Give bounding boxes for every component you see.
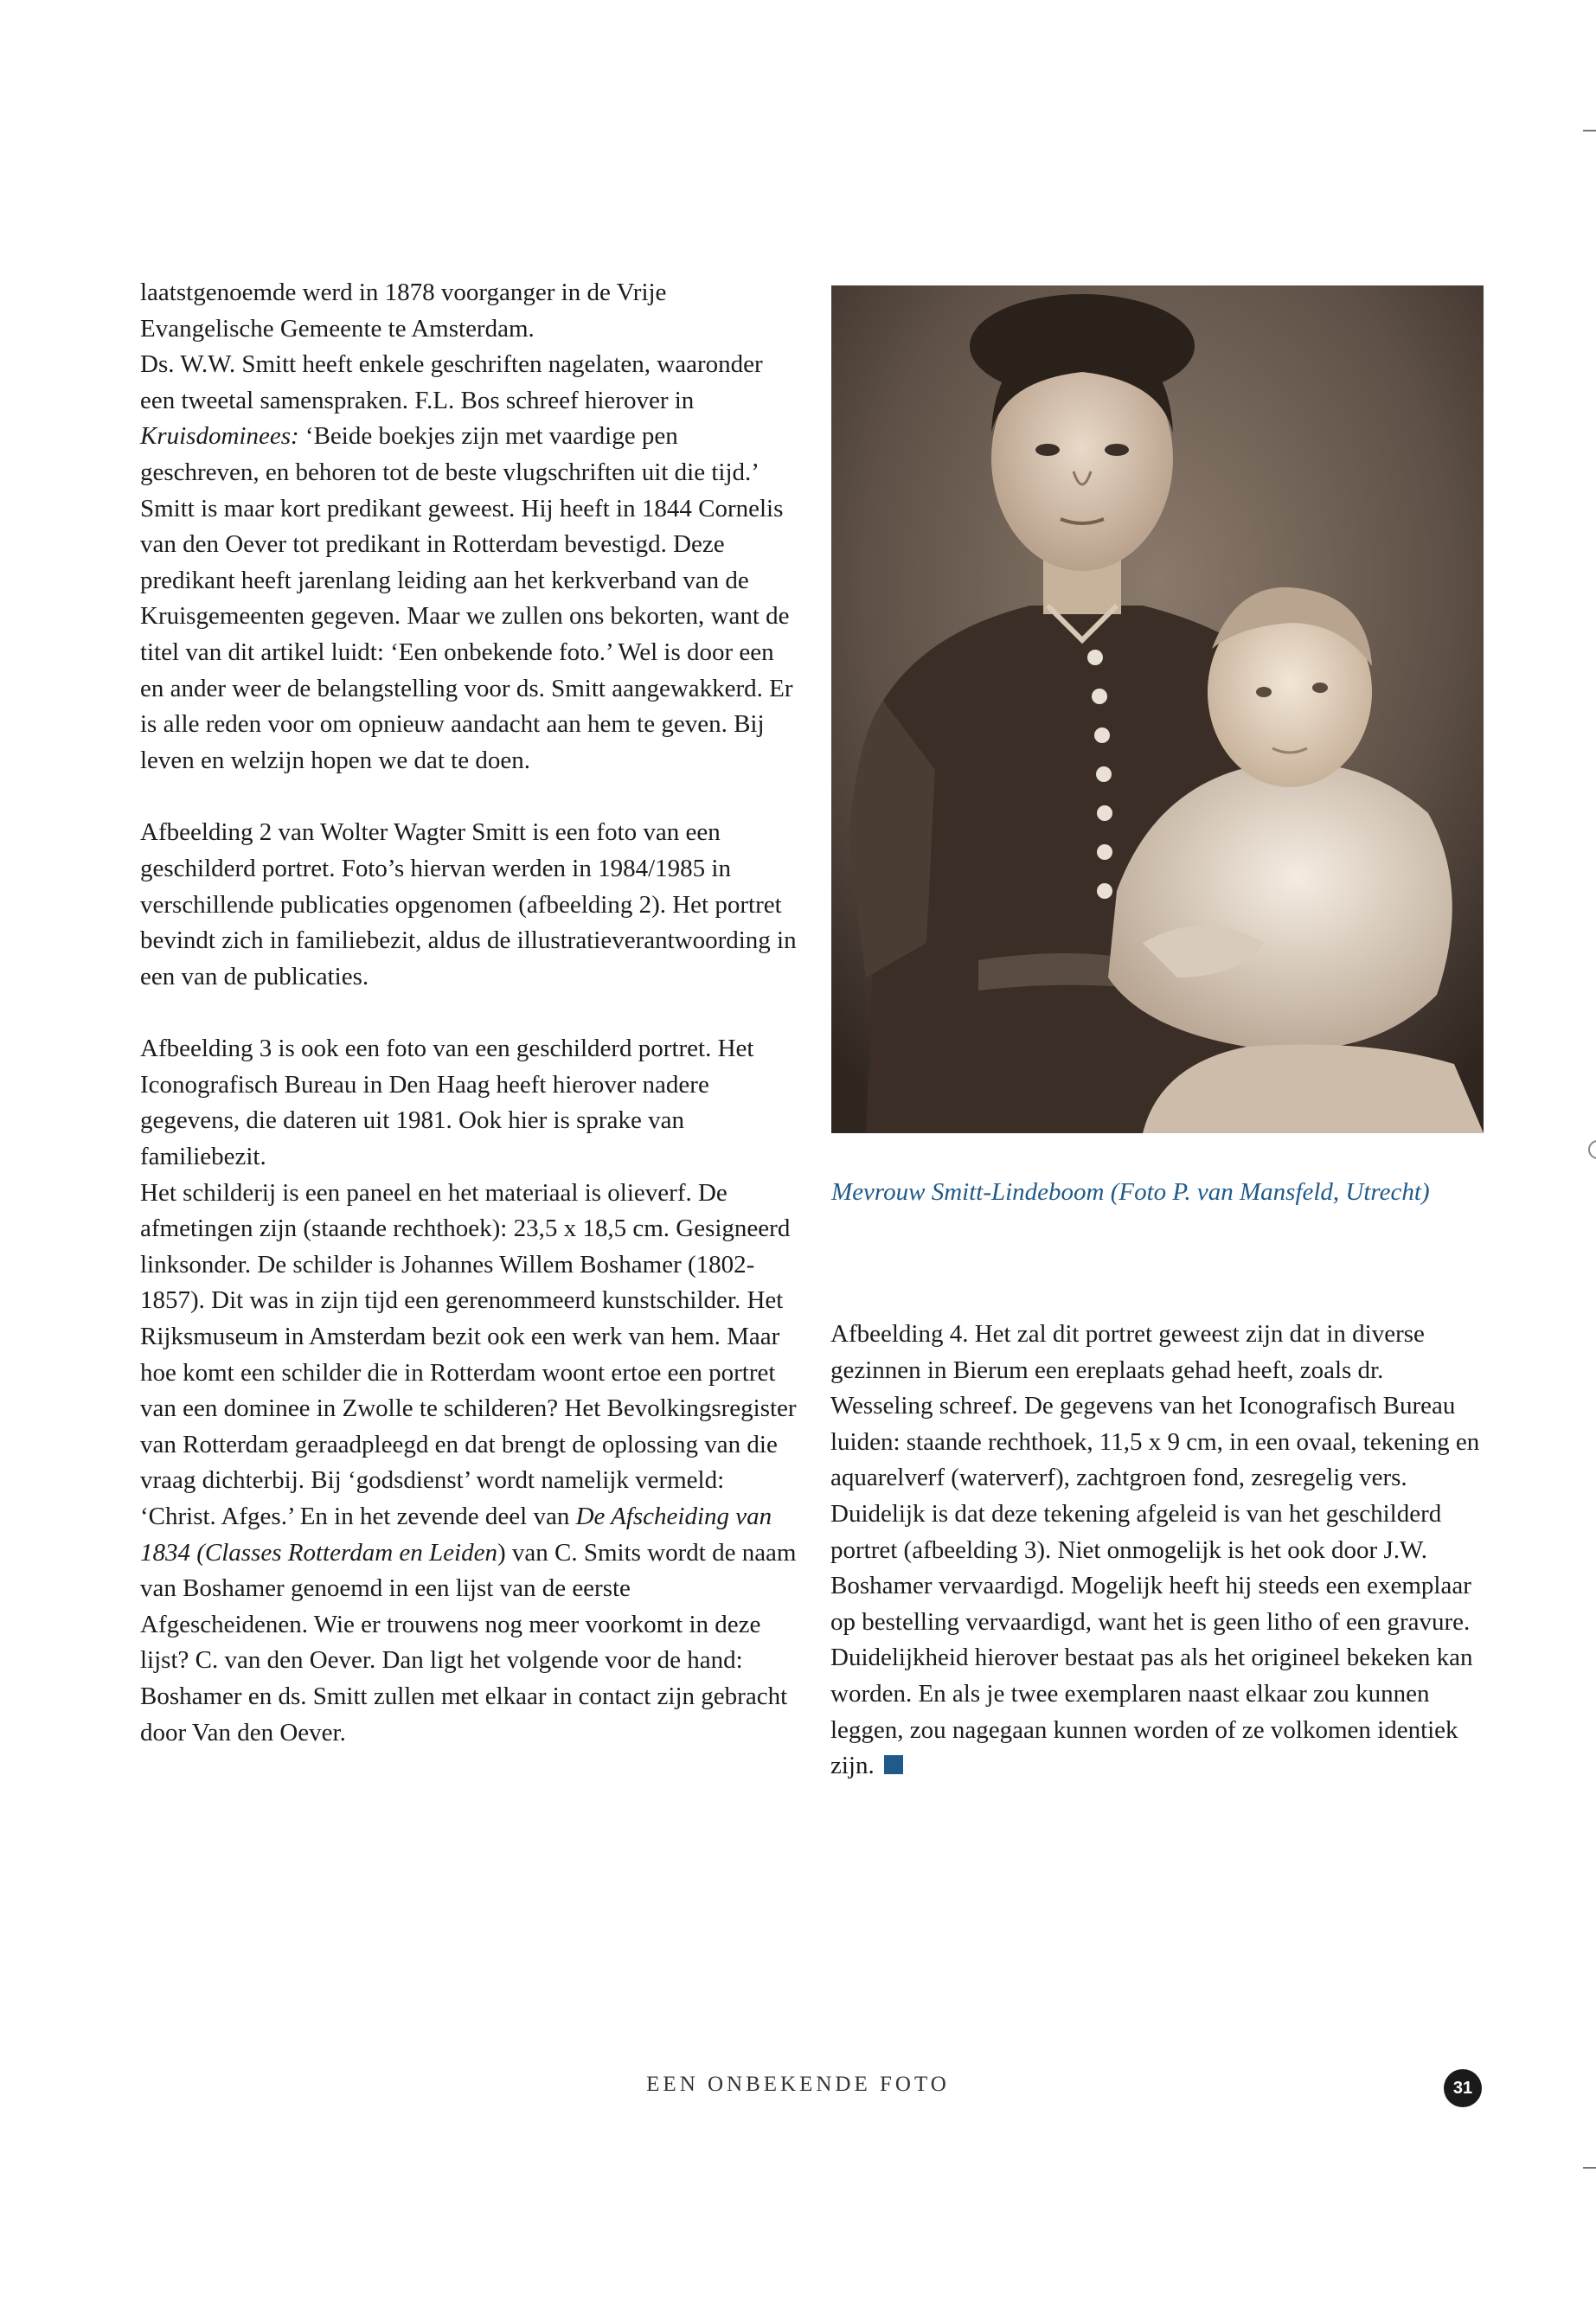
paragraph: Afbeelding 4. Het zal dit portret geweest zijn dat in diverse gezinnen in Bierum een ereplaats gehad heeft, zoals dr. Wesseling schreef. De gegevens van het Iconografisch Bureau luiden: staande rechthoek, 11,5 x 9 cm, in een ovaal, tekening en aquarelverf (waterverf), zachtgroen fond, zesregelig vers. (830, 1320, 1480, 1492)
portrait-illustration (831, 285, 1484, 1133)
portrait-photo (831, 285, 1484, 1133)
right-text-column (830, 1317, 1488, 1785)
book-title: De Afscheiding van 1834 (Classes Rotterdam en Leiden (140, 1503, 772, 1567)
paragraph: laatstgenoemde werd in 1878 voorganger in de Vrije Evangelische Gemeente te Amsterdam. (140, 279, 667, 343)
crop-mark (1583, 130, 1596, 131)
paragraph: Ds. W.W. Smitt heeft enkele geschriften nagelaten, waaronder een tweetal samenspraken. F.L. Bos schreef hierover in Kruisdominees: ‘Beide boekjes zijn met vaardige pen geschreven, en behoren tot de beste vlugschriften uit die tijd.’ (140, 350, 763, 486)
running-title: EEN ONBEKENDE FOTO (646, 2073, 950, 2096)
page-number: 31 (1444, 2069, 1482, 2107)
paragraph: Afbeelding 3 is ook een foto van een geschilderd portret. Het Iconografisch Bureau in Den Haag heeft hierover nadere gegevens, die dateren uit 1981. Ook hier is sprake van familiebezit. (140, 1035, 754, 1171)
paragraph: Duidelijk is dat deze tekening afgeleid is van het geschilderd portret (afbeelding 3). Niet onmogelijk is het ook door J.W. Boshamer vervaardigd. Mogelijk heeft hij steeds een exemplaar op bestelling vervaardigd, want het is geen litho of een gravure. Duidelijkheid hierover bestaat pas als het origineel bekeken kan worden. En als je twee exemplaren naast elkaar zou kunnen leggen, zou nagegaan kunnen worden of ze volkomen identiek zijn. (830, 1499, 1473, 1780)
book-title: Kruisdominees: (140, 422, 299, 451)
crop-mark (1583, 2167, 1596, 2169)
photo-caption: Mevrouw Smitt-Lindeboom (Foto P. van Mansfeld, Utrecht) (831, 1178, 1430, 1206)
end-of-article-mark (884, 1755, 903, 1774)
registration-mark (1588, 1140, 1596, 1159)
paragraph: Het schilderij is een paneel en het materiaal is olieverf. De afmetingen zijn (staande rechthoek): 23,5 x 18,5 cm. Gesigneerd linksonder. De schilder is Johannes Willem Boshamer (1802-1857). Dit was in zijn tijd een gerenommeerd kunstschilder. Het Rijksmuseum in Amsterdam bezit ook een werk van hem. Maar hoe komt een schilder die in Rotterdam woont ertoe een portret van een dominee in Zwolle te schilderen? Het Bevolkingsregister van Rotterdam geraadpleegd en dat brengt de oplossing van die vraag dichterbij. Bij ‘godsdienst’ wordt namelijk vermeld: ‘Christ. Afges.’ En in het zevende deel van De Afscheiding van 1834 (Classes Rotterdam en Leiden) van C. Smits wordt de naam van Boshamer genoemd in een lijst van de eerste Afgescheidenen. Wie er trouwens nog meer voorkomt in deze lijst? C. van den Oever. Dan ligt het volgende voor de hand: Boshamer en ds. Smitt zullen met elkaar in contact zijn gebracht door Van den Oever. (140, 1178, 797, 1747)
paragraph: Afbeelding 2 van Wolter Wagter Smitt is een foto van een geschilderd portret. Foto’s hiervan werden in 1984/1985 in verschillende publicaties opgenomen (afbeelding 2). Het portret bevindt zich in familiebezit, aldus de illustratieverantwoording in een van de publicaties. (140, 818, 797, 990)
left-text-column (140, 275, 798, 1751)
paragraph: Smitt is maar kort predikant geweest. Hij heeft in 1844 Cornelis van den Oever tot predikant in Rotterdam bevestigd. Deze predikant heeft jarenlang leiding aan het kerkverband van de Kruisgemeenten gegeven. Maar we zullen ons bekorten, want de titel van dit artikel luidt: ‘Een onbekende foto.’ Wel is door een en ander weer de belangstelling voor ds. Smitt aangewakkerd. Er is alle reden voor om opnieuw aandacht aan hem te geven. Bij leven en welzijn hopen we dat te doen. (140, 494, 793, 774)
